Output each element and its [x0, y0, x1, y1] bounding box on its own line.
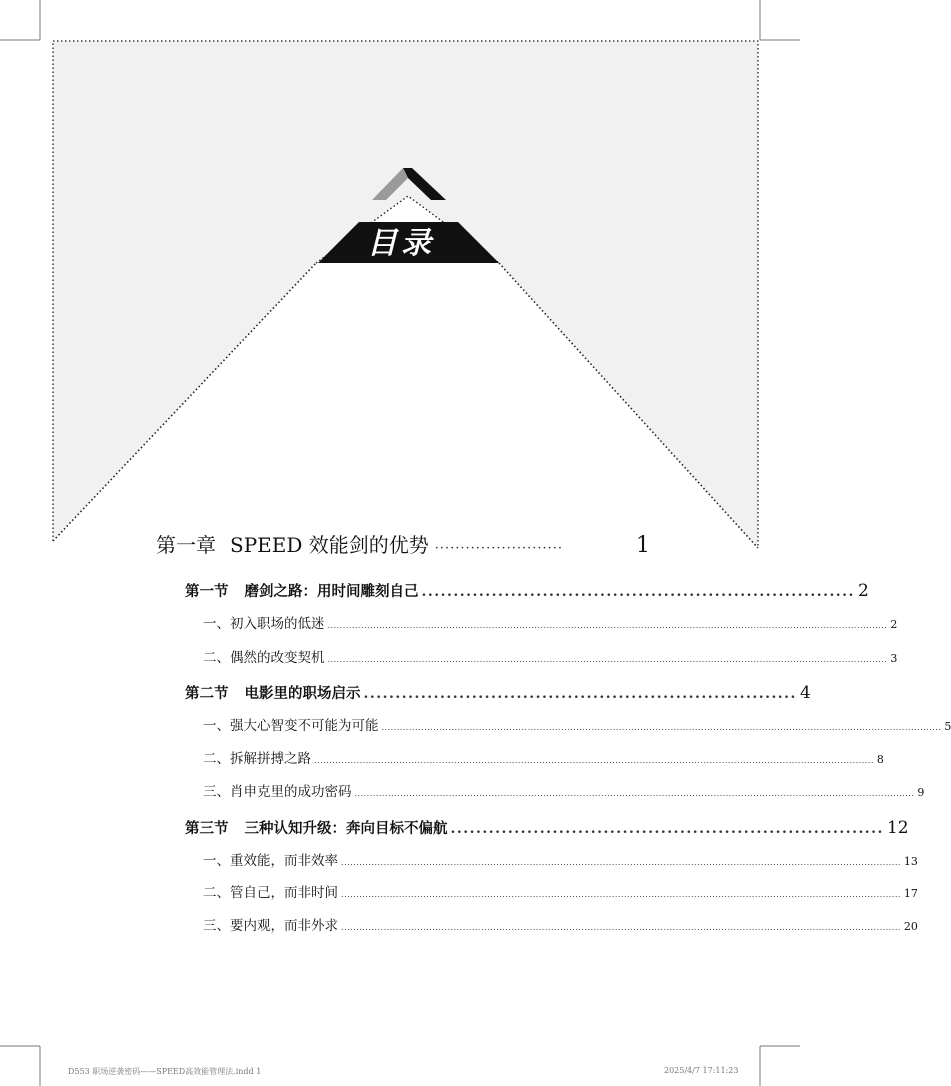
section-leader: ....................................................................: [421, 584, 855, 600]
section-title: 电影里的职场启示: [244, 685, 361, 702]
toc-chapter[interactable]: [156, 529, 650, 558]
section-label: 第三节: [185, 820, 229, 837]
section-leader: ....................................................................: [450, 821, 884, 837]
grey-panel: [53, 41, 758, 548]
toc-section[interactable]: [185, 682, 811, 703]
toc-item[interactable]: [203, 849, 918, 869]
chapter-page: 1: [636, 533, 650, 558]
toc-item[interactable]: [203, 612, 898, 632]
section-page: 2: [857, 581, 869, 601]
item-page: 13: [903, 855, 918, 868]
item-title: 三、肖申克里的成功密码: [203, 784, 352, 800]
item-page: 9: [917, 786, 925, 799]
toc-item[interactable]: [203, 747, 884, 767]
item-title: 一、初入职场的低迷: [203, 616, 325, 632]
chapter-title: SPEED 效能剑的优势: [230, 533, 429, 557]
item-title: 二、偶然的改变契机: [203, 650, 325, 666]
toc-item[interactable]: [203, 914, 918, 934]
item-title: 一、重效能，而非效率: [203, 853, 338, 869]
item-title: 一、强大心智变不可能为可能: [203, 718, 379, 734]
item-leader: ........................................................................................................................................................................................: [341, 923, 901, 932]
item-leader: ........................................................................................................................................................................................: [327, 621, 888, 630]
toc-section[interactable]: [185, 817, 909, 838]
footer-timestamp: 2025/4/7 17:11:23: [664, 1066, 739, 1075]
item-leader: ........................................................................................................................................................................................: [341, 890, 901, 899]
item-leader: ........................................................................................................................................................................................: [327, 655, 888, 664]
section-page: 4: [799, 683, 811, 703]
item-page: 2: [890, 618, 898, 631]
item-page: 5: [944, 720, 951, 733]
section-page: 12: [886, 818, 909, 838]
item-page: 3: [890, 652, 898, 665]
section-leader: ....................................................................: [363, 686, 797, 702]
item-leader: ........................................................................................................................................................................................: [354, 789, 915, 798]
toc-item[interactable]: [203, 780, 925, 800]
toc-section[interactable]: [185, 580, 869, 601]
item-page: 8: [876, 753, 884, 766]
item-leader: ........................................................................................................................................................................................: [341, 858, 901, 867]
item-leader: ........................................................................................................................................................................................: [381, 723, 942, 732]
item-title: 三、要内观，而非外求: [203, 918, 338, 934]
item-title: 二、管自己，而非时间: [203, 885, 338, 901]
footer-filename: D553 职场逆袭密码——SPEED高效能管理法.indd 1: [68, 1067, 262, 1076]
chapter-label: 第一章: [156, 533, 216, 557]
chapter-leader: ·························: [434, 541, 564, 556]
toc-item[interactable]: [203, 714, 951, 734]
item-page: 17: [903, 887, 918, 900]
item-leader: ........................................................................................................................................................................................: [314, 756, 874, 765]
item-page: 20: [903, 920, 918, 933]
section-label: 第一节: [185, 583, 229, 600]
section-title: 磨剑之路：用时间雕刻自己: [244, 583, 419, 600]
toc-item[interactable]: [203, 881, 918, 901]
toc-item[interactable]: [203, 646, 898, 666]
item-title: 二、拆解拼搏之路: [203, 751, 311, 767]
section-label: 第二节: [185, 685, 229, 702]
section-title: 三种认知升级：奔向目标不偏航: [244, 820, 448, 837]
page-title: 目录: [367, 226, 435, 261]
